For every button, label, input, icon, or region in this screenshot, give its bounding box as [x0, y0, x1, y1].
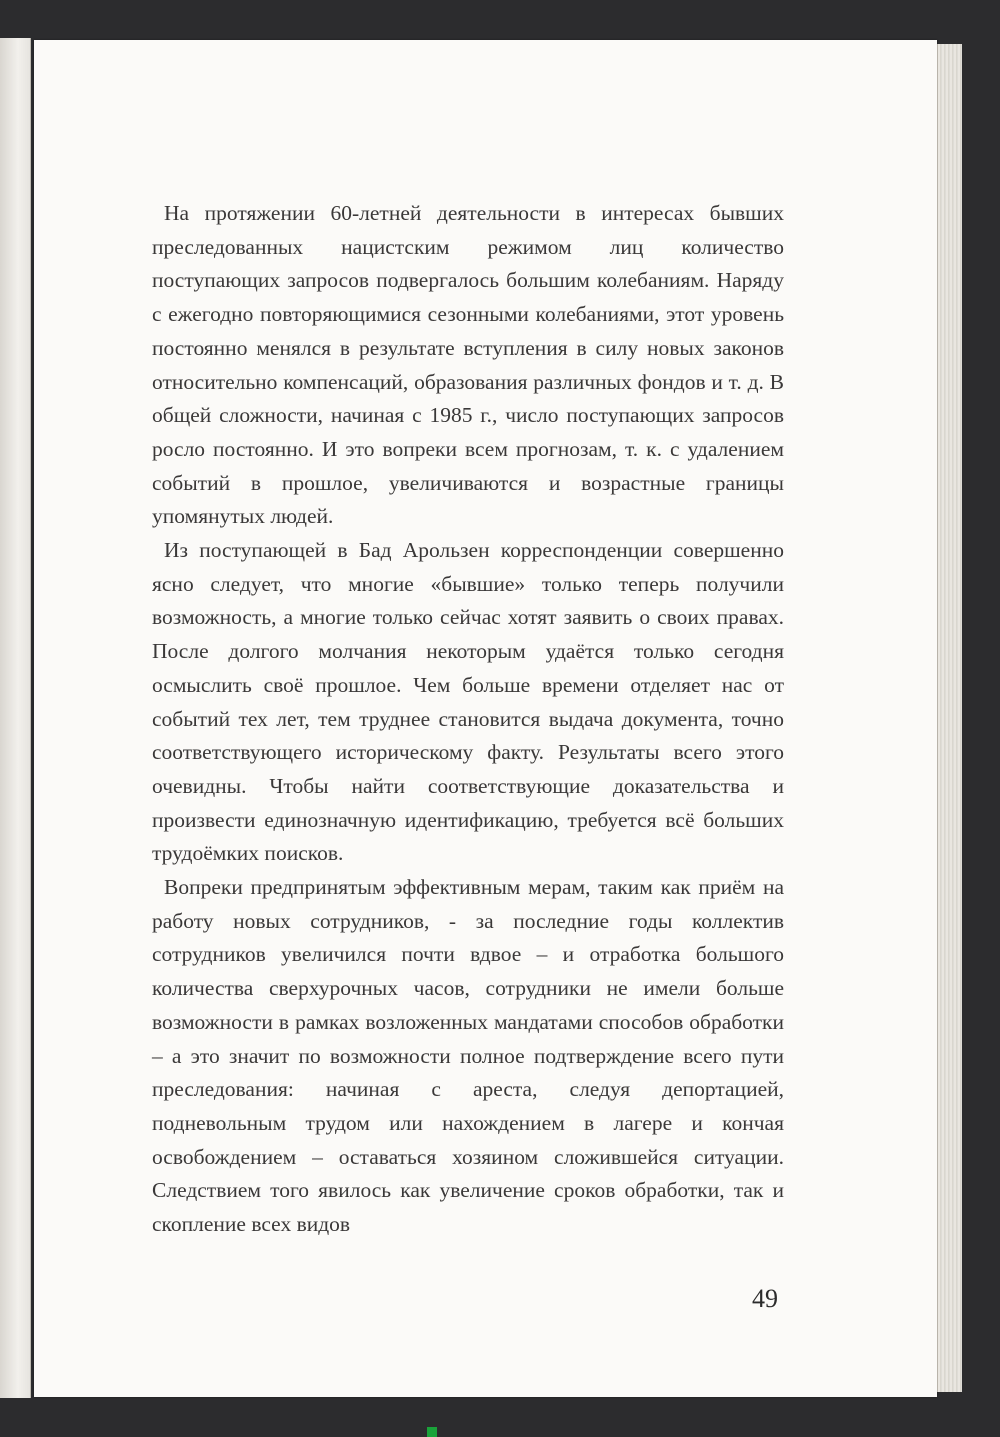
paragraph-1: На протяжении 60-летней деятельности в интересах бывших преследованных нацистским режимом лиц количество поступающих запросов подвергалось большим колебаниям. Наряду с ежегодно повторяющимися сезонными колебаниями, этот уровень постоянно менялся в результате вступления в силу новых законов относительно компенсаций, образования различных фондов и т. д. В общей сложности, начиная с 1985 г., число поступающих запросов росло постоянно. И это вопреки всем прогнозам, т. к. с удалением событий в прошлое, увеличиваются и возрастные границы упомянутых людей. — [152, 201, 784, 529]
page-number: 49 — [752, 1284, 778, 1313]
page-stack-edge — [937, 44, 962, 1392]
scan-marker — [427, 1427, 437, 1437]
facing-page-edge — [0, 38, 31, 1398]
body-text — [152, 197, 784, 1242]
paragraph-2: Из поступающей в Бад Арользен корреспонденции совершенно ясно следует, что многие «бывшие» только теперь получили возможность, а многие только сейчас хотят заявить о своих правах. После долгого молчания некоторым удаётся только сегодня осмыслить своё прошлое. Чем больше времени отделяет нас от событий тех лет, тем труднее становится выдача документа, точно соответствующего историческому факту. Результаты всего этого очевидны. Чтобы найти соответствующие доказательства и произвести единозначную идентификацию, требуется всё больших трудоёмких поисков. — [152, 538, 784, 866]
paragraph-3: Вопреки предпринятым эффективным мерам, таким как приём на работу новых сотрудников, - за последние годы коллектив сотрудников увеличился почти вдвое – и отработка большого количества сверхурочных часов, сотрудники не имели больше возможности в рамках возложенных мандатами способов обработки – а это значит по возможности полное подтверждение всего пути преследования: начиная с ареста, следуя депортацией, подневольным трудом или нахождением в лагере и кончая освобождением – оставаться хозяином сложившейся ситуации. Следствием того явилось как увеличение сроков обработки, так и скопление всех видов — [152, 875, 784, 1237]
